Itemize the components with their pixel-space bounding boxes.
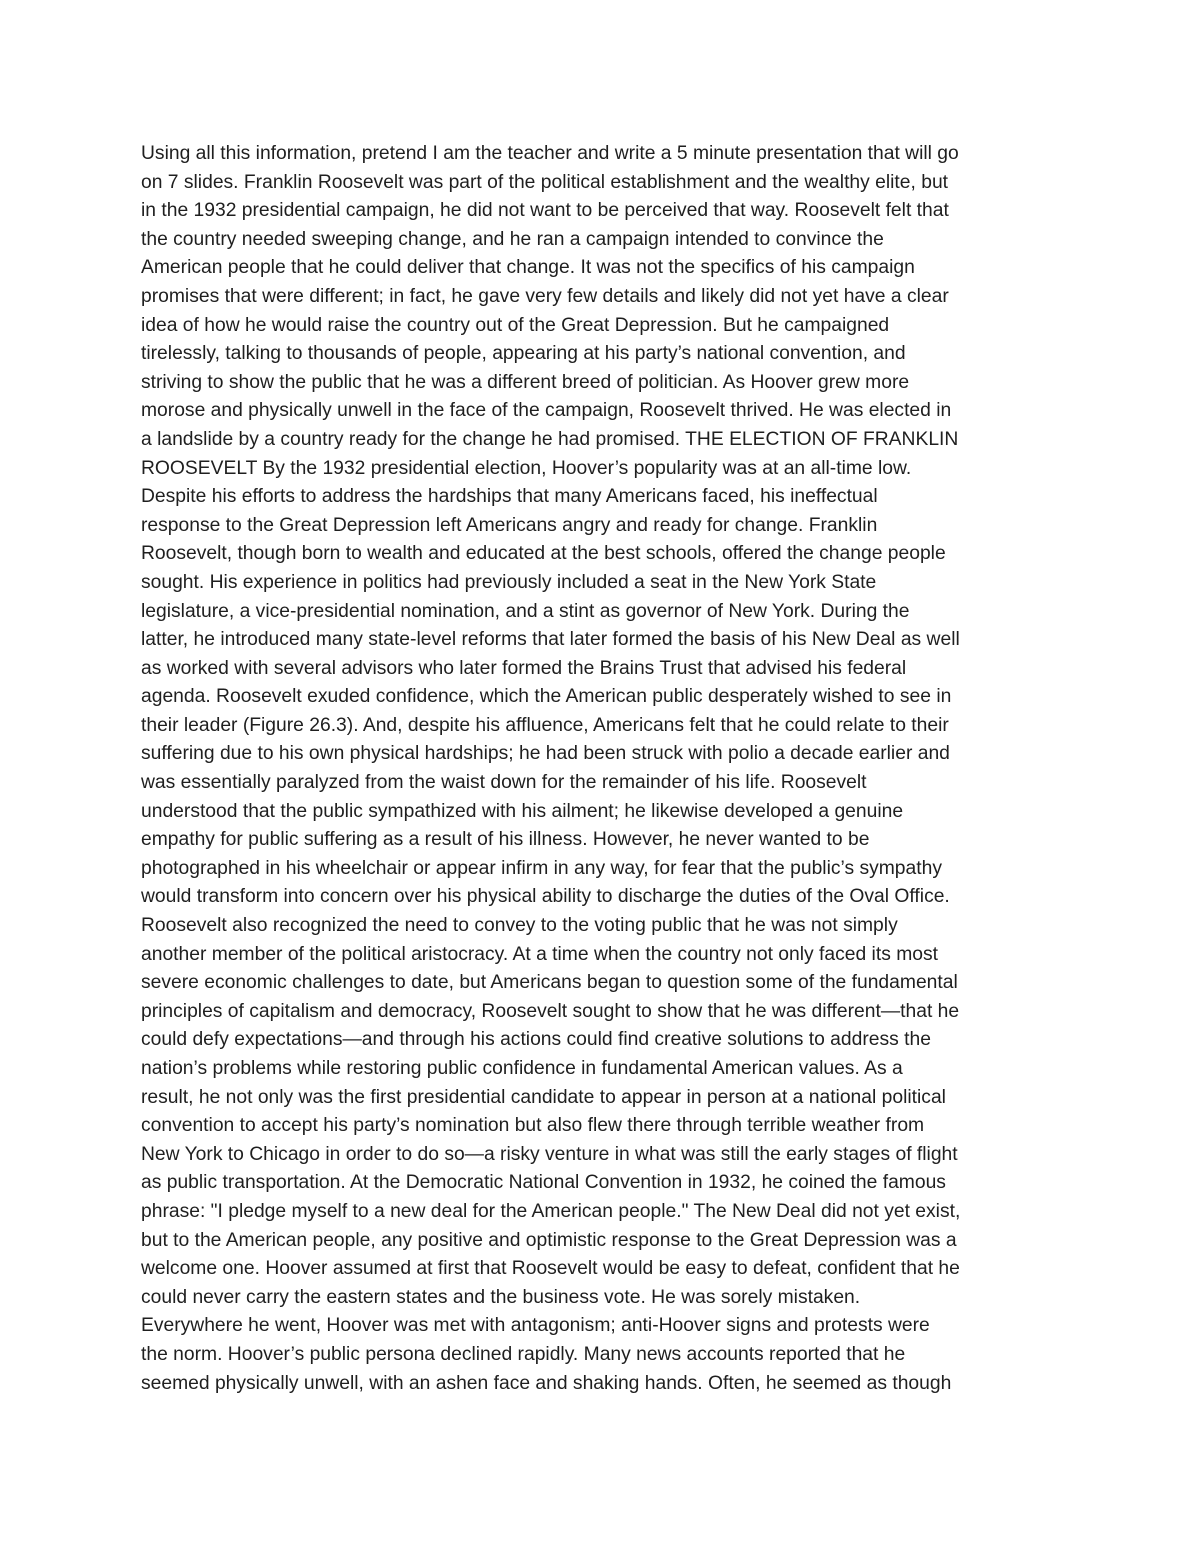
- text-line: suffering due to his own physical hardships; he had been struck with polio a decade earlier and: [141, 743, 950, 765]
- text-line: agenda. Roosevelt exuded confidence, which the American public desperately wished to see in: [141, 686, 952, 708]
- text-line: empathy for public suffering as a result of his illness. However, he never wanted to be: [141, 829, 870, 851]
- text-line: understood that the public sympathized with his ailment; he likewise developed a genuine: [141, 800, 904, 822]
- text-line: promises that were different; in fact, he gave very few details and likely did not yet have a clear: [141, 285, 949, 307]
- text-line: could defy expectations—and through his actions could find creative solutions to address the: [141, 1029, 931, 1051]
- text-line: their leader (Figure 26.3). And, despite his affluence, Americans felt that he could relate to their: [141, 714, 949, 736]
- text-line: phrase: "I pledge myself to a new deal for the American people." The New Deal did not yet exist,: [141, 1200, 961, 1222]
- text-line: but to the American people, any positive and optimistic response to the Great Depression was a: [141, 1229, 957, 1251]
- text-line: convention to accept his party’s nomination but also flew there through terrible weather from: [141, 1115, 925, 1137]
- text-line: result, he not only was the first presidential candidate to appear in person at a national political: [141, 1086, 946, 1108]
- text-line: would transform into concern over his physical ability to discharge the duties of the Oval Office.: [141, 886, 950, 908]
- text-line: the country needed sweeping change, and he ran a campaign intended to convince the: [141, 228, 884, 250]
- text-line: legislature, a vice-presidential nomination, and a stint as governor of New York. During the: [141, 600, 910, 622]
- text-line: Despite his efforts to address the hardships that many Americans faced, his ineffectual: [141, 486, 878, 508]
- document-body-text: [141, 140, 1081, 1398]
- text-line: could never carry the eastern states and the business vote. He was sorely mistaken.: [141, 1286, 861, 1308]
- text-line: idea of how he would raise the country out of the Great Depression. But he campaigned: [141, 314, 890, 336]
- text-line: severe economic challenges to date, but Americans began to question some of the fundamental: [141, 972, 958, 994]
- text-line: the norm. Hoover’s public persona declined rapidly. Many news accounts reported that he: [141, 1343, 906, 1365]
- text-line: was essentially paralyzed from the waist down for the remainder of his life. Roosevelt: [141, 772, 867, 794]
- text-line: response to the Great Depression left Americans angry and ready for change. Franklin: [141, 514, 878, 536]
- text-line: principles of capitalism and democracy, Roosevelt sought to show that he was different—that he: [141, 1000, 960, 1022]
- text-line: Using all this information, pretend I am the teacher and write a 5 minute presentation that will go: [141, 143, 959, 164]
- text-line: welcome one. Hoover assumed at first that Roosevelt would be easy to defeat, confident that he: [141, 1258, 960, 1280]
- text-line: American people that he could deliver that change. It was not the specifics of his campaign: [141, 257, 915, 279]
- text-line: on 7 slides. Franklin Roosevelt was part of the political establishment and the wealthy elite, but: [141, 171, 949, 193]
- text-line: as worked with several advisors who later formed the Brains Trust that advised his federal: [141, 657, 907, 679]
- text-line: photographed in his wheelchair or appear infirm in any way, for fear that the public’s sympathy: [141, 857, 942, 879]
- text-line: latter, he introduced many state-level reforms that later formed the basis of his New Deal as well: [141, 629, 960, 651]
- text-line: tirelessly, talking to thousands of people, appearing at his party’s national convention, and: [141, 343, 906, 365]
- text-line: as public transportation. At the Democratic National Convention in 1932, he coined the famous: [141, 1172, 946, 1194]
- text-line: seemed physically unwell, with an ashen face and shaking hands. Often, he seemed as though: [141, 1372, 952, 1394]
- text-line: Roosevelt also recognized the need to convey to the voting public that he was not simply: [141, 915, 898, 937]
- text-line: ROOSEVELT By the 1932 presidential election, Hoover’s popularity was at an all-time low.: [141, 457, 912, 479]
- text-line: in the 1932 presidential campaign, he did not want to be perceived that way. Roosevelt felt that: [141, 200, 949, 222]
- text-line: another member of the political aristocracy. At a time when the country not only faced its most: [141, 943, 938, 965]
- text-line: Roosevelt, though born to wealth and educated at the best schools, offered the change people: [141, 543, 946, 565]
- text-line: morose and physically unwell in the face of the campaign, Roosevelt thrived. He was elected in: [141, 400, 952, 422]
- text-line: New York to Chicago in order to do so—a risky venture in what was still the early stages of flight: [141, 1143, 958, 1165]
- text-line: Everywhere he went, Hoover was met with antagonism; anti-Hoover signs and protests were: [141, 1315, 930, 1337]
- text-line: nation’s problems while restoring public confidence in fundamental American values. As a: [141, 1058, 903, 1079]
- text-line: striving to show the public that he was a different breed of politician. As Hoover grew more: [141, 371, 910, 393]
- text-line: a landslide by a country ready for the change he had promised. THE ELECTION OF FRANKLIN: [141, 428, 959, 450]
- text-line: sought. His experience in politics had previously included a seat in the New York State: [141, 571, 877, 593]
